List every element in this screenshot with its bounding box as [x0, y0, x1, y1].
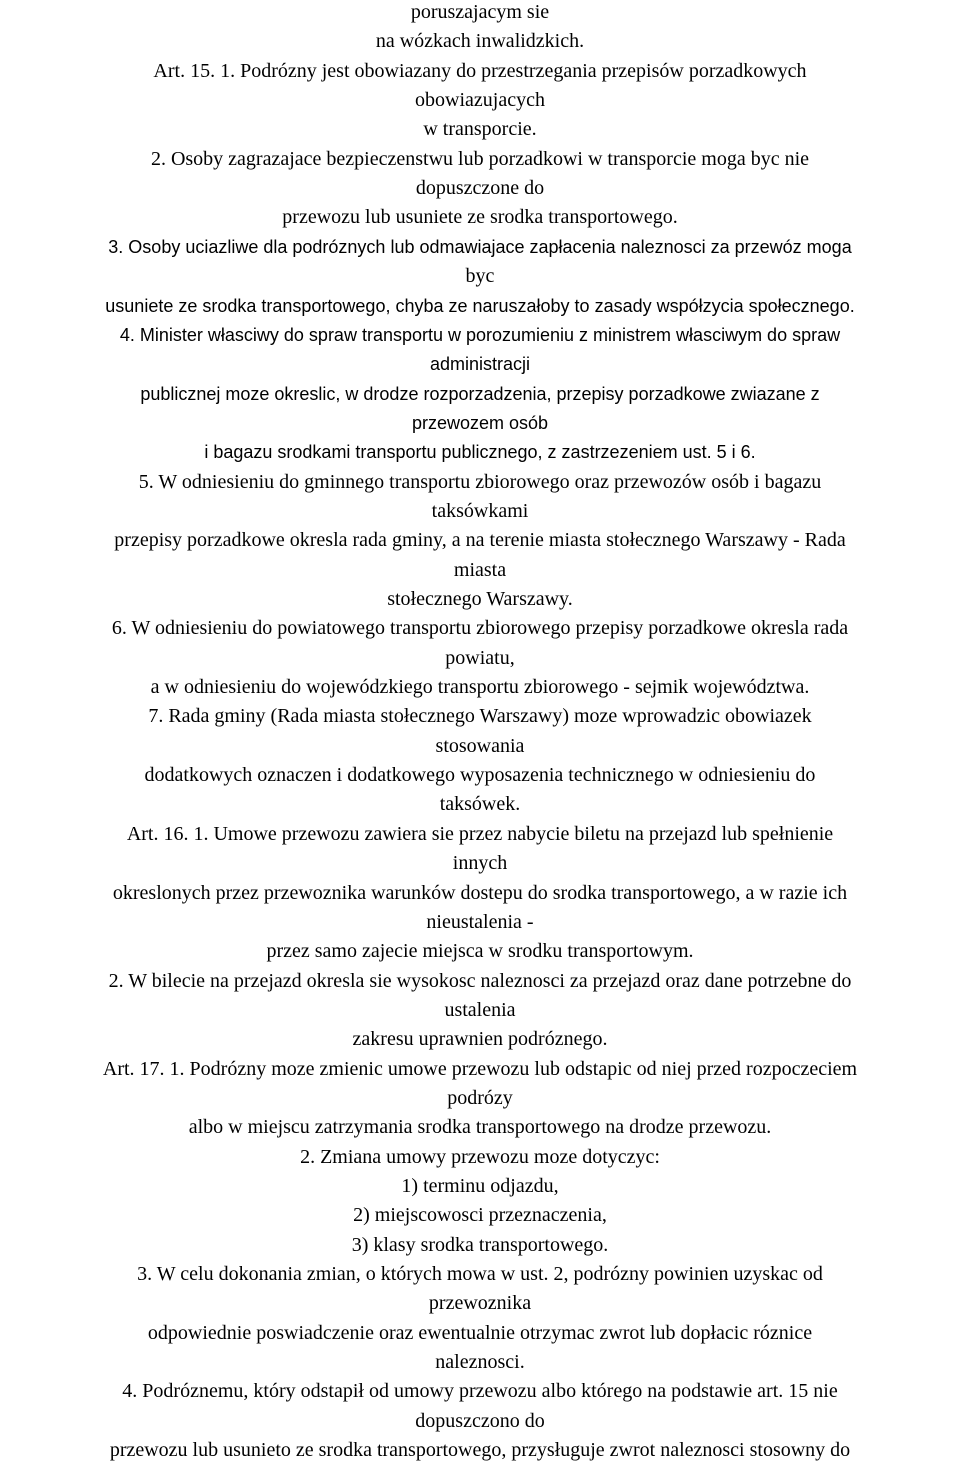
text-line: powiatu, — [445, 646, 515, 669]
text-line: administracji — [429, 354, 531, 375]
text-line: 3) klasy srodka transportowego. — [351, 1233, 609, 1256]
text-line: przewozu lub usunieto ze srodka transportowego, przysługuje zwrot naleznosci stosowny do — [109, 1439, 851, 1462]
text-line: obowiazujacych — [415, 89, 545, 112]
text-line: przepisy porzadkowe okresla rada gminy, a na terenie miasta stołecznego Warszawy - Rada — [114, 529, 846, 552]
text-line: nieustalenia - — [426, 910, 534, 933]
text-line: Art. 16. 1. Umowe przewozu zawiera sie przez nabycie biletu na przejazd lub spełnienie — [126, 822, 834, 845]
text-line: dopuszczono do — [415, 1409, 545, 1432]
text-line: odpowiednie poswiadczenie oraz ewentualnie otrzymac zwrot lub dopłacic róznice — [147, 1321, 813, 1344]
text-line: 7. Rada gminy (Rada miasta stołecznego Warszawy) moze wprowadzic obowiazek — [148, 705, 812, 728]
text-line: 3. Osoby uciazliwe dla podróznych lub odmawiajace zapłacenia naleznosci za przewóz moga — [108, 236, 852, 257]
text-line: taksówek. — [439, 793, 521, 816]
text-line: poruszajacym sie — [410, 1, 550, 23]
text-line: 3. W celu dokonania zmian, o których mowa w ust. 2, podrózny powinien uzyskac od — [137, 1263, 823, 1286]
text-line: stołecznego Warszawy. — [387, 588, 573, 610]
text-line: byc — [465, 265, 495, 288]
text-line: usuniete ze srodka transportowego, chyba ze naruszałoby to zasady współzycia społecznego. — [105, 295, 855, 316]
text-line: podrózy — [447, 1086, 513, 1109]
text-line: taksówkami — [431, 499, 529, 522]
text-line: przewoznika — [428, 1292, 532, 1315]
text-line: naleznosci. — [435, 1351, 525, 1374]
text-line: publicznej moze okreslic, w drodze rozporzadzenia, przepisy porzadkowe zwiazane z — [140, 383, 820, 404]
text-line: a w odniesieniu do wojewódzkiego transportu zbiorowego - sejmik województwa. — [150, 676, 810, 699]
text-line: 2. Zmiana umowy przewozu moze dotyczyc: — [300, 1145, 660, 1168]
text-line: stosowania — [435, 734, 525, 757]
text-line: dodatkowych oznaczen i dodatkowego wyposazenia technicznego w odniesieniu do — [144, 764, 816, 787]
text-line: miasta — [453, 558, 507, 581]
text-line: dopuszczone do — [415, 177, 545, 200]
text-line: Art. 15. 1. Podrózny jest obowiazany do przestrzegania przepisów porzadkowych — [153, 59, 807, 82]
text-line: zakresu uprawnien podróznego. — [352, 1028, 608, 1051]
text-line: przewozem osób — [411, 412, 549, 433]
text-line: albo w miejscu zatrzymania srodka transportowego na drodze przewozu. — [188, 1116, 772, 1139]
text-line: Art. 17. 1. Podrózny moze zmienic umowe przewozu lub odstapic od niej przed rozpoczeciem — [102, 1057, 858, 1080]
text-line: 5. W odniesieniu do gminnego transportu zbiorowego oraz przewozów osób i bagazu — [138, 470, 822, 493]
text-line: na wózkach inwalidzkich. — [375, 30, 585, 53]
text-line: przewozu lub usuniete ze srodka transportowego. — [282, 206, 678, 229]
text-line: 2. Osoby zagrazajace bezpieczenstwu lub porzadkowi w transporcie moga byc nie — [150, 147, 810, 170]
text-line: przez samo zajecie miejsca w srodku transportowym. — [266, 940, 694, 963]
text-line: 2. W bilecie na przejazd okresla sie wysokosc naleznosci za przejazd oraz dane potrzebne do — [108, 969, 852, 992]
text-line: w transporcie. — [423, 118, 537, 141]
text-line: i bagazu srodkami transportu publicznego, z zastrzezeniem ust. 5 i 6. — [204, 442, 756, 463]
text-line: 4. Minister własciwy do spraw transportu w porozumieniu z ministrem własciwym do spraw — [119, 324, 841, 345]
text-line: 4. Podróznemu, który odstapił od umowy przewozu albo którego na podstawie art. 15 nie — [122, 1380, 838, 1403]
text-line: ustalenia — [444, 998, 516, 1021]
text-line: innych — [452, 852, 508, 875]
text-line: okreslonych przez przewoznika warunków dostepu do srodka transportowego, a w razie ich — [112, 881, 848, 904]
text-line: 1) terminu odjazdu, — [401, 1175, 559, 1197]
text-line: 2) miejscowosci przeznaczenia, — [353, 1204, 607, 1227]
text-line: 6. W odniesieniu do powiatowego transportu zbiorowego przepisy porzadkowe okresla rada — [111, 617, 849, 640]
